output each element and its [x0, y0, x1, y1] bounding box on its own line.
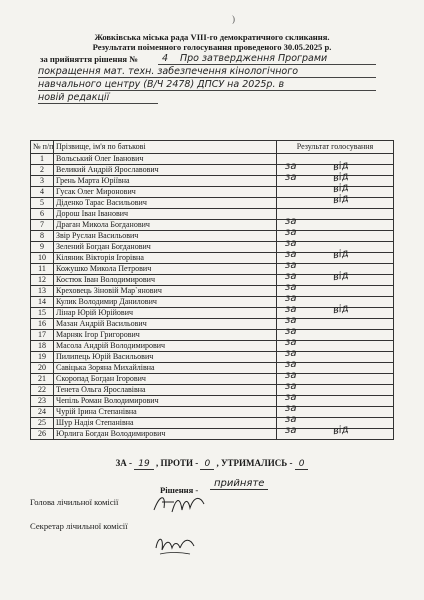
decision-block — [40, 54, 376, 134]
stray-mark: ) — [232, 14, 235, 24]
secretary-signature — [150, 530, 200, 558]
row-number: 8 — [31, 231, 54, 242]
decision-rule-3 — [38, 90, 376, 91]
deputy-name: Великий Андрій Ярославович — [54, 165, 277, 176]
vote-za-mark: за — [285, 172, 297, 183]
vote-bid-mark: від — [332, 302, 350, 317]
row-number: 20 — [31, 363, 54, 374]
row-number: 13 — [31, 286, 54, 297]
deputy-name: Чепіль Роман Володимирович — [54, 396, 277, 407]
table-row — [31, 275, 394, 286]
table-row — [31, 308, 394, 319]
decision-text-line1: Про затвердження Програми — [180, 53, 328, 64]
table-row — [31, 209, 394, 220]
secretary-signature-label: Секретар лічильної комісії — [30, 521, 128, 531]
vote-bid-mark: від — [332, 170, 350, 185]
deputy-name: Звір Руслан Васильович — [54, 231, 277, 242]
chair-signature-label: Голова лічильної комісії — [30, 497, 119, 507]
deputy-name: Савіцька Зоряна Михайлівна — [54, 363, 277, 374]
table-row — [31, 198, 394, 209]
table-row — [31, 341, 394, 352]
row-number: 14 — [31, 297, 54, 308]
column-header-number: № п/п — [31, 141, 54, 154]
row-number: 6 — [31, 209, 54, 220]
chair-signature — [150, 490, 210, 518]
table-row — [31, 429, 394, 440]
vote-cell — [277, 192, 394, 209]
vote-totals — [0, 458, 424, 469]
row-number: 12 — [31, 275, 54, 286]
row-number: 2 — [31, 165, 54, 176]
row-number: 9 — [31, 242, 54, 253]
table-row — [31, 330, 394, 341]
row-number: 25 — [31, 418, 54, 429]
totals-proty-value: 0 — [200, 459, 214, 470]
vote-za-mark: за — [285, 403, 297, 414]
row-number: 26 — [31, 429, 54, 440]
deputy-name: Масола Андрій Володимирович — [54, 341, 277, 352]
row-number: 23 — [31, 396, 54, 407]
vote-za-mark: за — [285, 249, 297, 260]
row-number: 5 — [31, 198, 54, 209]
deputy-name: Креховець Зіновій Мар`янович — [54, 286, 277, 297]
vote-bid-mark: від — [332, 181, 350, 196]
table-row — [31, 286, 394, 297]
table-row — [31, 396, 394, 407]
results-heading: Результати поіменного голосування проведеного 30.05.2025 р. — [92, 42, 332, 52]
vote-bid-mark: від — [332, 192, 350, 207]
vote-za-mark: за — [285, 216, 297, 227]
vote-za-mark: за — [285, 238, 297, 249]
vote-bid-mark: від — [332, 247, 350, 262]
table-row — [31, 253, 394, 264]
totals-utr-label: , УТРИМАЛИСЬ - — [216, 458, 293, 468]
row-number: 15 — [31, 308, 54, 319]
vote-za-mark: за — [285, 359, 297, 370]
row-number: 10 — [31, 253, 54, 264]
decision-rule-1 — [158, 64, 376, 65]
vote-za-mark: за — [285, 161, 297, 172]
row-number: 19 — [31, 352, 54, 363]
decision-rule-4 — [38, 103, 158, 104]
totals-utr-value: 0 — [295, 459, 309, 470]
table-row — [31, 385, 394, 396]
column-header-name: Прізвище, ім'я по батькові — [54, 141, 277, 154]
decision-text-line2: покращення мат. техн. забезпечення кінологічного — [38, 66, 299, 77]
deputy-name: Костюк Іван Володимирович — [54, 275, 277, 286]
deputy-name: Зелений Богдан Богданович — [54, 242, 277, 253]
deputy-name: Чурій Ірина Степанівна — [54, 407, 277, 418]
vote-za-mark: за — [285, 304, 297, 315]
table-row — [31, 319, 394, 330]
vote-za-mark: за — [285, 227, 297, 238]
row-number: 3 — [31, 176, 54, 187]
row-number: 17 — [31, 330, 54, 341]
deputy-name: Дорош Іван Іванович — [54, 209, 277, 220]
table-header-row — [31, 141, 394, 154]
deputy-name: Мазан Андрій Васильович — [54, 319, 277, 330]
deputy-name: Діденко Тарас Васильович — [54, 198, 277, 209]
vote-za-mark: за — [285, 348, 297, 359]
vote-cell — [277, 423, 394, 440]
deputy-name: Пилипець Юрій Васильович — [54, 352, 277, 363]
deputy-name: Вольський Олег Іванович — [54, 154, 277, 165]
table-row — [31, 231, 394, 242]
row-number: 18 — [31, 341, 54, 352]
vote-za-mark: за — [285, 326, 297, 337]
result-value: прийняте — [210, 478, 268, 490]
vote-za-mark: за — [285, 337, 297, 348]
deputy-name: Кіляник Вікторія Ігорівна — [54, 253, 277, 264]
table-row — [31, 352, 394, 363]
table-row — [31, 220, 394, 231]
row-number: 1 — [31, 154, 54, 165]
vote-bid-mark: від — [332, 269, 350, 284]
deputy-name: Кулик Володимир Данилович — [54, 297, 277, 308]
vote-za-mark: за — [285, 315, 297, 326]
column-header-vote: Результат голосування — [277, 141, 394, 154]
voting-table-body — [31, 154, 394, 440]
totals-za-value: 19 — [134, 459, 153, 470]
council-heading: Жовківська міська рада VIII-го демократичного скликання. — [94, 32, 330, 42]
vote-za-mark: за — [285, 381, 297, 392]
vote-za-mark: за — [285, 392, 297, 403]
decision-number: 4 — [162, 53, 169, 64]
row-number: 7 — [31, 220, 54, 231]
decision-rule-2 — [38, 77, 376, 78]
row-number: 24 — [31, 407, 54, 418]
deputy-name: Шур Надія Степанівна — [54, 418, 277, 429]
voting-table — [30, 140, 394, 440]
deputy-name: Юрлига Богдан Володимирович — [54, 429, 277, 440]
deputy-name: Драган Микола Богданович — [54, 220, 277, 231]
deputy-name: Гусак Олег Миронович — [54, 187, 277, 198]
table-row — [31, 374, 394, 385]
row-number: 4 — [31, 187, 54, 198]
deputy-name: Кожушко Микола Петрович — [54, 264, 277, 275]
row-number: 21 — [31, 374, 54, 385]
vote-za-mark: за — [285, 293, 297, 304]
deputy-name: Грень Марта Юріївна — [54, 176, 277, 187]
row-number: 11 — [31, 264, 54, 275]
table-row — [31, 407, 394, 418]
deputy-name: Скоропад Богдан Ігорович — [54, 374, 277, 385]
vote-za-mark: за — [285, 370, 297, 381]
row-number: 22 — [31, 385, 54, 396]
deputy-name: Марняк Ігор Григорович — [54, 330, 277, 341]
table-row — [31, 363, 394, 374]
vote-za-mark: за — [285, 271, 297, 282]
vote-za-mark: за — [285, 260, 297, 271]
vote-za-mark: за — [285, 414, 297, 425]
totals-za-label: ЗА - — [115, 458, 133, 468]
row-number: 16 — [31, 319, 54, 330]
decision-text-line4: новій редакції — [38, 92, 110, 103]
decision-label: за прийняття рішення № — [40, 54, 138, 64]
decision-text-line3: навчального центру (В/Ч 2478) ДПСУ на 2025р. в — [38, 79, 285, 90]
vote-za-mark: за — [285, 282, 297, 293]
vote-bid-mark: від — [332, 159, 350, 174]
result-label: Рішення - — [160, 485, 199, 495]
deputy-name: Тенета Ольга Ярославівна — [54, 385, 277, 396]
totals-proty-label: , ПРОТИ - — [156, 458, 199, 468]
deputy-name: Лінар Юрій Юрійович — [54, 308, 277, 319]
vote-za-mark: за — [285, 425, 297, 436]
vote-bid-mark: від — [332, 423, 350, 438]
